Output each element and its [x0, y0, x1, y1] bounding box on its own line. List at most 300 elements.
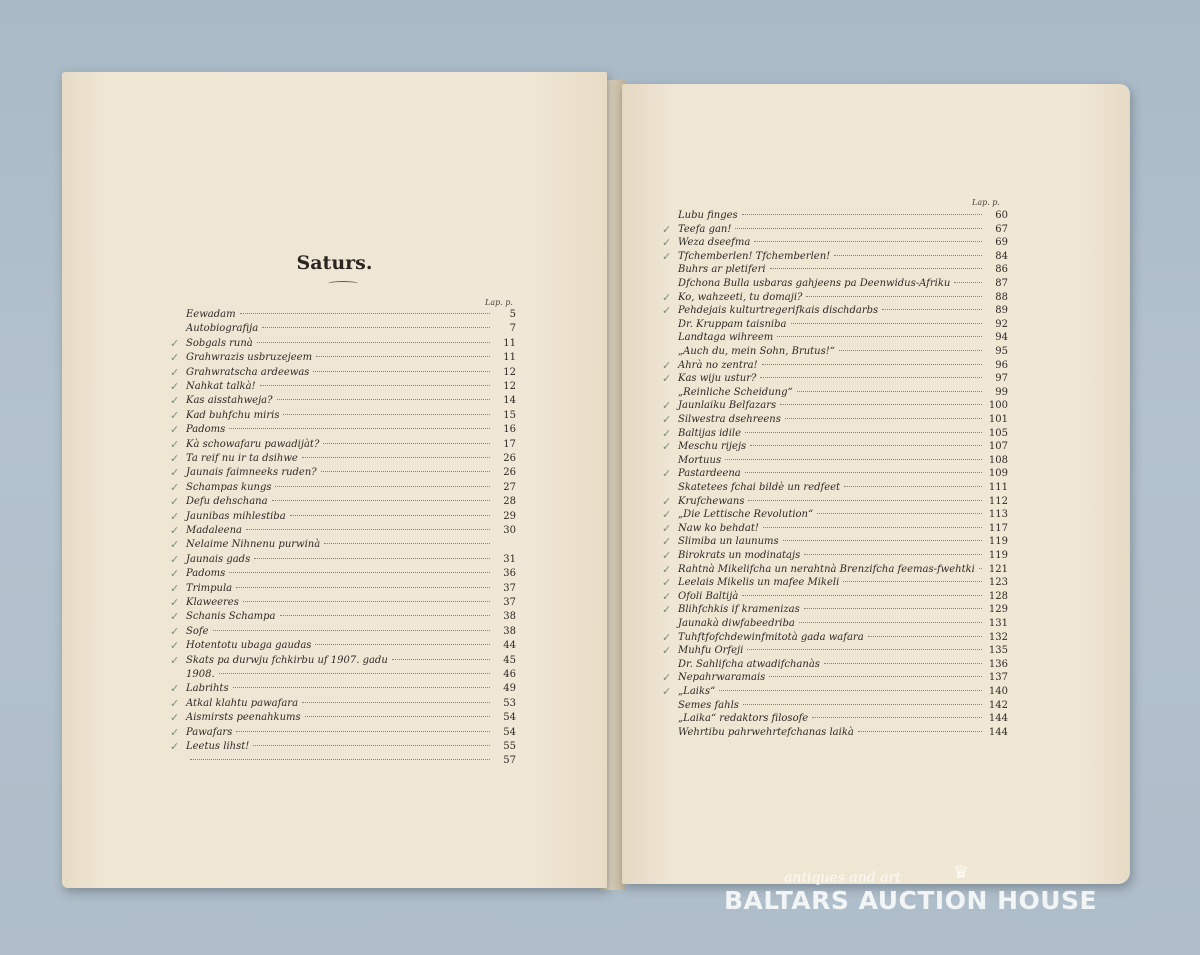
toc-entry-title: Pastardeena: [678, 468, 741, 480]
toc-entry: [186, 727, 516, 740]
checkmark-icon: ✓: [662, 589, 672, 603]
toc-entry-title: Dr. Sahlifcha atwadifchanàs: [678, 658, 820, 670]
toc-entry-page: 15: [503, 409, 516, 421]
toc-entry-title: „Laika“ redaktors filosofe: [678, 713, 809, 725]
toc-entry: [186, 539, 516, 552]
toc-entry: [678, 577, 1008, 590]
toc-entry-page: 30: [503, 525, 516, 536]
checkmark-icon: ✓: [170, 495, 180, 509]
checkmark-icon: ✓: [170, 596, 180, 609]
toc-entry-page: 46: [503, 669, 516, 680]
toc-entry-title: Naw ko behdat!: [678, 522, 759, 534]
toc-entry-title: Kad buhfchu miris: [186, 409, 280, 421]
toc-entry-title: Nepahrwaramais: [678, 672, 766, 684]
checkmark-icon: ✓: [170, 725, 180, 739]
dot-leader: [783, 540, 982, 541]
toc-entry-title: Ta reif nu ir ta dsihwe: [186, 453, 298, 464]
toc-entry: [186, 554, 516, 567]
toc-entry: [678, 632, 1008, 645]
toc-entry: [678, 604, 1008, 617]
checkmark-icon: ✓: [662, 440, 672, 454]
toc-entry-title: Eewadam: [186, 309, 236, 320]
dot-leader: [868, 636, 982, 637]
checkmark-icon: ✓: [170, 538, 180, 552]
toc-entry-title: Nahkat talkà!: [186, 381, 256, 392]
toc-entry-page: 144: [988, 713, 1008, 725]
toc-entry-page: 86: [995, 264, 1008, 276]
toc-entry-title: Pawafars: [186, 726, 233, 738]
toc-entry-page: 31: [503, 553, 516, 565]
dot-leader: [742, 214, 982, 215]
dot-leader: [290, 515, 490, 516]
toc-entry-page: 121: [988, 563, 1008, 575]
checkmark-icon: ✓: [662, 576, 672, 590]
toc-entry: [678, 700, 1008, 713]
toc-entry: [678, 441, 1008, 454]
toc-entry: [186, 467, 516, 480]
toc-entry: [186, 395, 516, 408]
toc-entry-title: Kas aisstahweja?: [186, 395, 273, 407]
dot-leader: [305, 716, 490, 717]
dot-leader: [323, 443, 490, 444]
toc-entry-page: 57: [503, 755, 516, 767]
dot-leader: [858, 731, 982, 732]
dot-leader: [804, 554, 982, 555]
dot-leader: [236, 731, 490, 732]
toc-entry-page: 28: [503, 496, 516, 508]
toc-entry-page: 12: [503, 366, 516, 378]
toc-entry-title: „Auch du, mein Sohn, Brutus!“: [678, 346, 835, 357]
toc-entry-page: 111: [988, 482, 1008, 493]
dot-leader: [791, 323, 983, 324]
dot-leader: [725, 459, 982, 460]
toc-entry-page: 123: [988, 577, 1008, 589]
toc-entry-title: Atkal klahtu pawafara: [186, 697, 299, 709]
toc-entry-page: 11: [503, 337, 516, 349]
page-column-header: Lap. p.: [972, 198, 1000, 207]
dot-leader: [275, 486, 490, 487]
checkmark-icon: ✓: [170, 480, 180, 494]
toc-entry-title: Pehdejais kulturtregerifkais dischdarbs: [678, 305, 879, 317]
checkmark-icon: ✓: [662, 494, 672, 508]
toc-entry: [678, 659, 1008, 672]
toc-entry-page: 131: [988, 618, 1008, 629]
checkmark-icon: ✓: [170, 437, 180, 451]
toc-entry-title: Jaunakà diwfabeedriba: [678, 618, 795, 629]
toc-entry-page: 132: [988, 631, 1008, 643]
toc-entry-page: 87: [995, 278, 1008, 289]
dot-leader: [743, 704, 982, 705]
toc-entry-page: 16: [503, 424, 516, 436]
toc-entry: [186, 568, 516, 581]
dot-leader: [272, 500, 490, 501]
toc-entry-page: 107: [988, 441, 1008, 453]
toc-entry: [186, 669, 516, 682]
dot-leader: [748, 500, 982, 501]
toc-entry-title: Krufchewans: [678, 495, 745, 507]
toc-entry: [186, 583, 516, 596]
checkmark-icon: ✓: [170, 696, 180, 710]
toc-entry-page: 14: [503, 395, 516, 407]
toc-entry-page: 17: [503, 438, 516, 450]
checkmark-icon: ✓: [662, 249, 672, 263]
checkmark-icon: ✓: [662, 508, 672, 522]
dot-leader: [260, 385, 490, 386]
dot-leader: [754, 241, 982, 242]
toc-entry: [678, 536, 1008, 549]
toc-entry: [186, 323, 516, 336]
checkmark-icon: ✓: [170, 408, 180, 422]
toc-entry: [186, 424, 516, 437]
left-page: [62, 72, 607, 888]
checkmark-icon: ✓: [662, 644, 672, 658]
toc-entry-page: 38: [503, 611, 516, 623]
toc-entry-page: 69: [995, 237, 1008, 249]
dot-leader: [735, 228, 982, 229]
toc-entry-title: Schanis Schampa: [186, 611, 276, 623]
toc-entry-page: 99: [995, 386, 1008, 398]
toc-entry-title: Schampas kungs: [186, 481, 272, 493]
dot-leader: [777, 336, 982, 337]
dot-leader: [747, 649, 982, 650]
watermark-subtitle: antiques and art: [784, 870, 901, 886]
toc-entry-title: Tfchemberlen! Tfchemberlen!: [678, 250, 831, 262]
toc-entry: [678, 672, 1008, 685]
toc-entry-page: 37: [503, 597, 516, 608]
toc-entry-page: 137: [988, 672, 1008, 684]
toc-entry: [678, 618, 1008, 631]
dot-leader: [843, 581, 982, 582]
checkmark-icon: ✓: [170, 653, 180, 667]
toc-entry: [678, 523, 1008, 536]
toc-entry-page: 88: [995, 291, 1008, 303]
toc-entry-title: Nelaime Nihnenu purwinà: [186, 539, 321, 551]
dot-leader: [882, 309, 982, 310]
toc-entry-title: Ko, wahzeeti, tu domaji?: [678, 291, 803, 303]
toc-entry: [186, 626, 516, 639]
checkmark-icon: ✓: [662, 222, 672, 236]
toc-entry-title: Skats pa durwju fchkirbu uf 1907. gadu: [186, 654, 388, 666]
toc-entry-title: „Laiks“: [678, 686, 716, 697]
toc-entry: [678, 387, 1008, 400]
toc-entry-title: Sobgals runà: [186, 337, 253, 349]
toc-entry-title: Trimpula: [186, 582, 233, 594]
toc-entry-page: 37: [503, 582, 516, 594]
toc-entry: [678, 550, 1008, 563]
checkmark-icon: ✓: [170, 380, 180, 393]
dot-leader: [240, 313, 490, 314]
toc-entry-title: Rahtnà Mikelifcha un nerahtnà Brenzifcha feemas-fwehtki: [678, 563, 975, 575]
toc-entry-page: 117: [988, 522, 1008, 534]
toc-entry-page: 97: [995, 373, 1008, 385]
toc-entry: [186, 683, 516, 696]
checkmark-icon: ✓: [662, 521, 672, 535]
toc-entry: [186, 309, 516, 322]
toc-entry-title: Hotentotu ubaga gaudas: [186, 640, 312, 652]
dot-leader: [246, 529, 490, 530]
toc-entry: [678, 414, 1008, 427]
toc-entry-title: Blihfchkis if kramenizas: [678, 604, 800, 616]
toc-entry: [186, 482, 516, 495]
toc-entry-title: Labrihts: [186, 683, 229, 695]
toc-entry-page: 135: [988, 645, 1008, 657]
dot-leader: [780, 404, 982, 405]
dot-leader: [277, 399, 491, 400]
toc-entry-page: 119: [988, 536, 1008, 548]
checkmark-icon: ✓: [662, 413, 672, 426]
toc-entry: [678, 509, 1008, 522]
checkmark-icon: ✓: [662, 399, 672, 413]
toc-entry-page: 95: [995, 346, 1008, 357]
checkmark-icon: ✓: [170, 624, 180, 638]
toc-entry-page: 26: [503, 453, 516, 464]
toc-entry-title: Grahwratscha ardeewas: [186, 366, 310, 378]
checkmark-icon: ✓: [662, 358, 672, 372]
toc-entry-page: 109: [988, 468, 1008, 480]
toc-entry-title: Aismirsts peenahkums: [186, 712, 301, 724]
toc-entry: [678, 727, 1008, 740]
dot-leader: [844, 486, 982, 487]
toc-entry: [186, 511, 516, 524]
toc-entry-title: Ahrà no zentra!: [678, 359, 758, 371]
toc-entry-page: 54: [503, 712, 516, 724]
dot-leader: [839, 350, 982, 351]
toc-entry-page: 105: [988, 427, 1008, 439]
toc-entry-title: Baltijas idile: [678, 427, 742, 439]
title-flourish: [328, 281, 358, 286]
toc-entry: [186, 410, 516, 423]
page-column-header: Lap. p.: [485, 298, 513, 307]
dot-leader: [797, 391, 982, 392]
toc-entry-page: 45: [503, 654, 516, 666]
toc-entry-title: Buhrs ar pletiferi: [678, 264, 766, 276]
toc-entry: [186, 496, 516, 509]
toc-entry-title: Padoms: [186, 424, 226, 436]
dot-leader: [254, 558, 490, 559]
checkmark-icon: ✓: [662, 236, 672, 250]
toc-entry-page: 92: [995, 318, 1008, 330]
dot-leader: [315, 644, 490, 645]
toc-entry: [678, 713, 1008, 726]
dot-leader: [257, 342, 490, 343]
toc-entry: [678, 332, 1008, 345]
toc-entry-page: 29: [503, 510, 516, 522]
toc-entry: [678, 210, 1008, 223]
toc-entry-title: Jaunais faimneeks ruden?: [186, 467, 317, 479]
dot-leader: [806, 296, 982, 297]
checkmark-icon: ✓: [662, 671, 672, 685]
toc-entry-title: Muhfu Orfeji: [678, 645, 744, 657]
toc-entry: [678, 455, 1008, 468]
toc-entry: [186, 525, 516, 538]
toc-entry-title: Landtaga wihreem: [678, 332, 774, 344]
dot-leader: [316, 356, 490, 357]
toc-entry-page: 67: [995, 223, 1008, 235]
checkmark-icon: ✓: [170, 610, 180, 624]
dot-leader: [812, 717, 982, 718]
dot-leader: [760, 377, 982, 378]
toc-entry: [186, 741, 516, 754]
toc-entry-page: 7: [509, 323, 516, 335]
dot-leader: [213, 630, 491, 631]
toc-entry-page: 12: [503, 381, 516, 392]
toc-entry-page: 100: [988, 400, 1008, 412]
toc-entry-title: Skatetees fchai bildè un redfeet: [678, 482, 841, 493]
toc-entry-page: 60: [995, 210, 1008, 221]
dot-leader: [190, 759, 490, 760]
dot-leader: [785, 418, 982, 419]
toc-entry-page: 11: [503, 352, 516, 364]
toc-entry: [678, 360, 1008, 373]
toc-entry-title: Jaunais gads: [186, 553, 251, 565]
toc-entry: [678, 686, 1008, 699]
toc-entry-page: 53: [503, 697, 516, 709]
dot-leader: [954, 282, 982, 283]
toc-entry-title: Teefa gan!: [678, 223, 732, 235]
toc-entry: [678, 373, 1008, 386]
checkmark-icon: ✓: [170, 740, 180, 753]
dot-leader: [719, 690, 982, 691]
toc-entry: [186, 381, 516, 394]
toc-entry-page: 27: [503, 481, 516, 493]
toc-entry-title: Leetus lihst!: [186, 741, 250, 752]
toc-entry: [186, 338, 516, 351]
dot-leader: [750, 445, 982, 446]
toc-entry-title: Dr. Kruppam taisniba: [678, 318, 787, 330]
toc-entry-title: Mortuus: [678, 454, 722, 466]
checkmark-icon: ✓: [170, 552, 180, 566]
dot-leader: [834, 255, 982, 256]
checkmark-icon: ✓: [662, 290, 672, 304]
checkmark-icon: ✓: [170, 336, 180, 350]
checkmark-icon: ✓: [170, 394, 180, 408]
toc-entry-title: Kà schowafaru pawadijàt?: [186, 438, 320, 450]
dot-leader: [763, 527, 982, 528]
checkmark-icon: ✓: [170, 639, 180, 653]
dot-leader: [824, 663, 982, 664]
toc-entry: [678, 278, 1008, 291]
checkmark-icon: ✓: [170, 351, 180, 365]
toc-entry: [678, 482, 1008, 495]
toc-entry-page: 38: [503, 625, 516, 637]
checkmark-icon: ✓: [170, 466, 180, 480]
dot-leader: [283, 414, 490, 415]
dot-leader: [745, 432, 982, 433]
toc-entry: [678, 264, 1008, 277]
toc-entry-title: 1908.: [186, 669, 215, 680]
checkmark-icon: ✓: [170, 711, 180, 725]
dot-leader: [313, 371, 490, 372]
toc-entry-page: 142: [988, 699, 1008, 711]
toc-entry: [186, 755, 516, 768]
dot-leader: [321, 471, 490, 472]
toc-entry-title: Defu dehschana: [186, 496, 268, 508]
dot-leader: [817, 513, 982, 514]
checkmark-icon: ✓: [170, 682, 180, 696]
toc-entry: [186, 453, 516, 466]
toc-entry-title: Dfchona Bulla usbaras gahjeens pa Deenwidus-Afriku: [678, 278, 951, 289]
dot-leader: [770, 268, 982, 269]
checkmark-icon: ✓: [170, 423, 180, 437]
toc-entry-page: 140: [988, 686, 1008, 697]
toc-entry-page: 54: [503, 726, 516, 738]
toc-entry-page: 5: [509, 309, 516, 320]
toc-entry-page: 49: [503, 683, 516, 695]
watermark-name: BALTARS AUCTION HOUSE: [724, 886, 1098, 915]
toc-entry-title: Ofoli Baltijà: [678, 590, 739, 602]
toc-entry-page: 113: [988, 509, 1008, 521]
toc-entry-title: Jaunlaiku Belfazars: [678, 400, 777, 412]
toc-entry-page: 96: [995, 359, 1008, 371]
dot-leader: [769, 676, 982, 677]
checkmark-icon: ✓: [662, 603, 672, 617]
toc-entry: [678, 224, 1008, 237]
toc-entry: [186, 640, 516, 653]
toc-entry-title: Padoms: [186, 568, 226, 580]
toc-entry-title: „Die Lettische Revolution“: [678, 509, 814, 521]
toc-entry-page: 36: [503, 568, 516, 580]
toc-entry-title: Sofe: [186, 625, 209, 637]
toc-entry-title: Meschu rijejs: [678, 441, 747, 453]
toc-entry: [186, 367, 516, 380]
toc-entry-title: Madaleena: [186, 525, 243, 536]
dot-leader: [762, 364, 982, 365]
checkmark-icon: ✓: [170, 509, 180, 523]
dot-leader: [302, 457, 490, 458]
dot-leader: [229, 428, 490, 429]
toc-entry: [186, 712, 516, 725]
toc-entry: [186, 439, 516, 452]
toc-entry-page: 128: [988, 590, 1008, 602]
toc-entry: [678, 645, 1008, 658]
toc-entry: [186, 597, 516, 610]
toc-entry-page: 119: [988, 550, 1008, 561]
checkmark-icon: ✓: [662, 549, 672, 562]
toc-entry-title: Grahwrazis usbruzejeem: [186, 352, 313, 364]
toc-entry-title: Silwestra dsehreens: [678, 414, 781, 425]
toc-entry-page: 101: [988, 414, 1008, 425]
toc-entry-title: Leelais Mikelis un mafee Mikeli: [678, 577, 840, 589]
checkmark-icon: ✓: [170, 581, 180, 595]
toc-entry: [678, 428, 1008, 441]
toc-entry-page: 108: [988, 454, 1008, 466]
toc-entry-title: Wehrtibu pahrwehrtefchanas laikà: [678, 726, 854, 738]
checkmark-icon: ✓: [662, 630, 672, 644]
dot-leader: [219, 673, 490, 674]
toc-entry: [678, 468, 1008, 481]
dot-leader: [799, 622, 982, 623]
checkmark-icon: ✓: [662, 562, 672, 576]
toc-entry-title: Weza dseefma: [678, 237, 751, 249]
checkmark-icon: ✓: [170, 365, 180, 379]
toc-entry-title: Tuhftfofchdewinfmitotà gada wafara: [678, 631, 864, 643]
toc-entry-page: 89: [995, 305, 1008, 317]
toc-entry-page: 84: [995, 250, 1008, 262]
toc-entry-page: 44: [503, 640, 516, 652]
toc-entry: [678, 564, 1008, 577]
toc-entry-title: Autobiografija: [186, 323, 259, 335]
toc-entry-title: Jaunibas mihlestiba: [186, 510, 286, 522]
toc-entry-page: 55: [503, 741, 516, 752]
dot-leader: [280, 615, 490, 616]
toc-entry: [678, 292, 1008, 305]
checkmark-icon: ✓: [662, 467, 672, 481]
checkmark-icon: ✓: [662, 535, 672, 549]
dot-leader: [243, 601, 490, 602]
right-page: [622, 84, 1130, 884]
toc-entry-page: 144: [988, 726, 1008, 738]
toc-entry-title: Klaweeres: [186, 597, 239, 608]
